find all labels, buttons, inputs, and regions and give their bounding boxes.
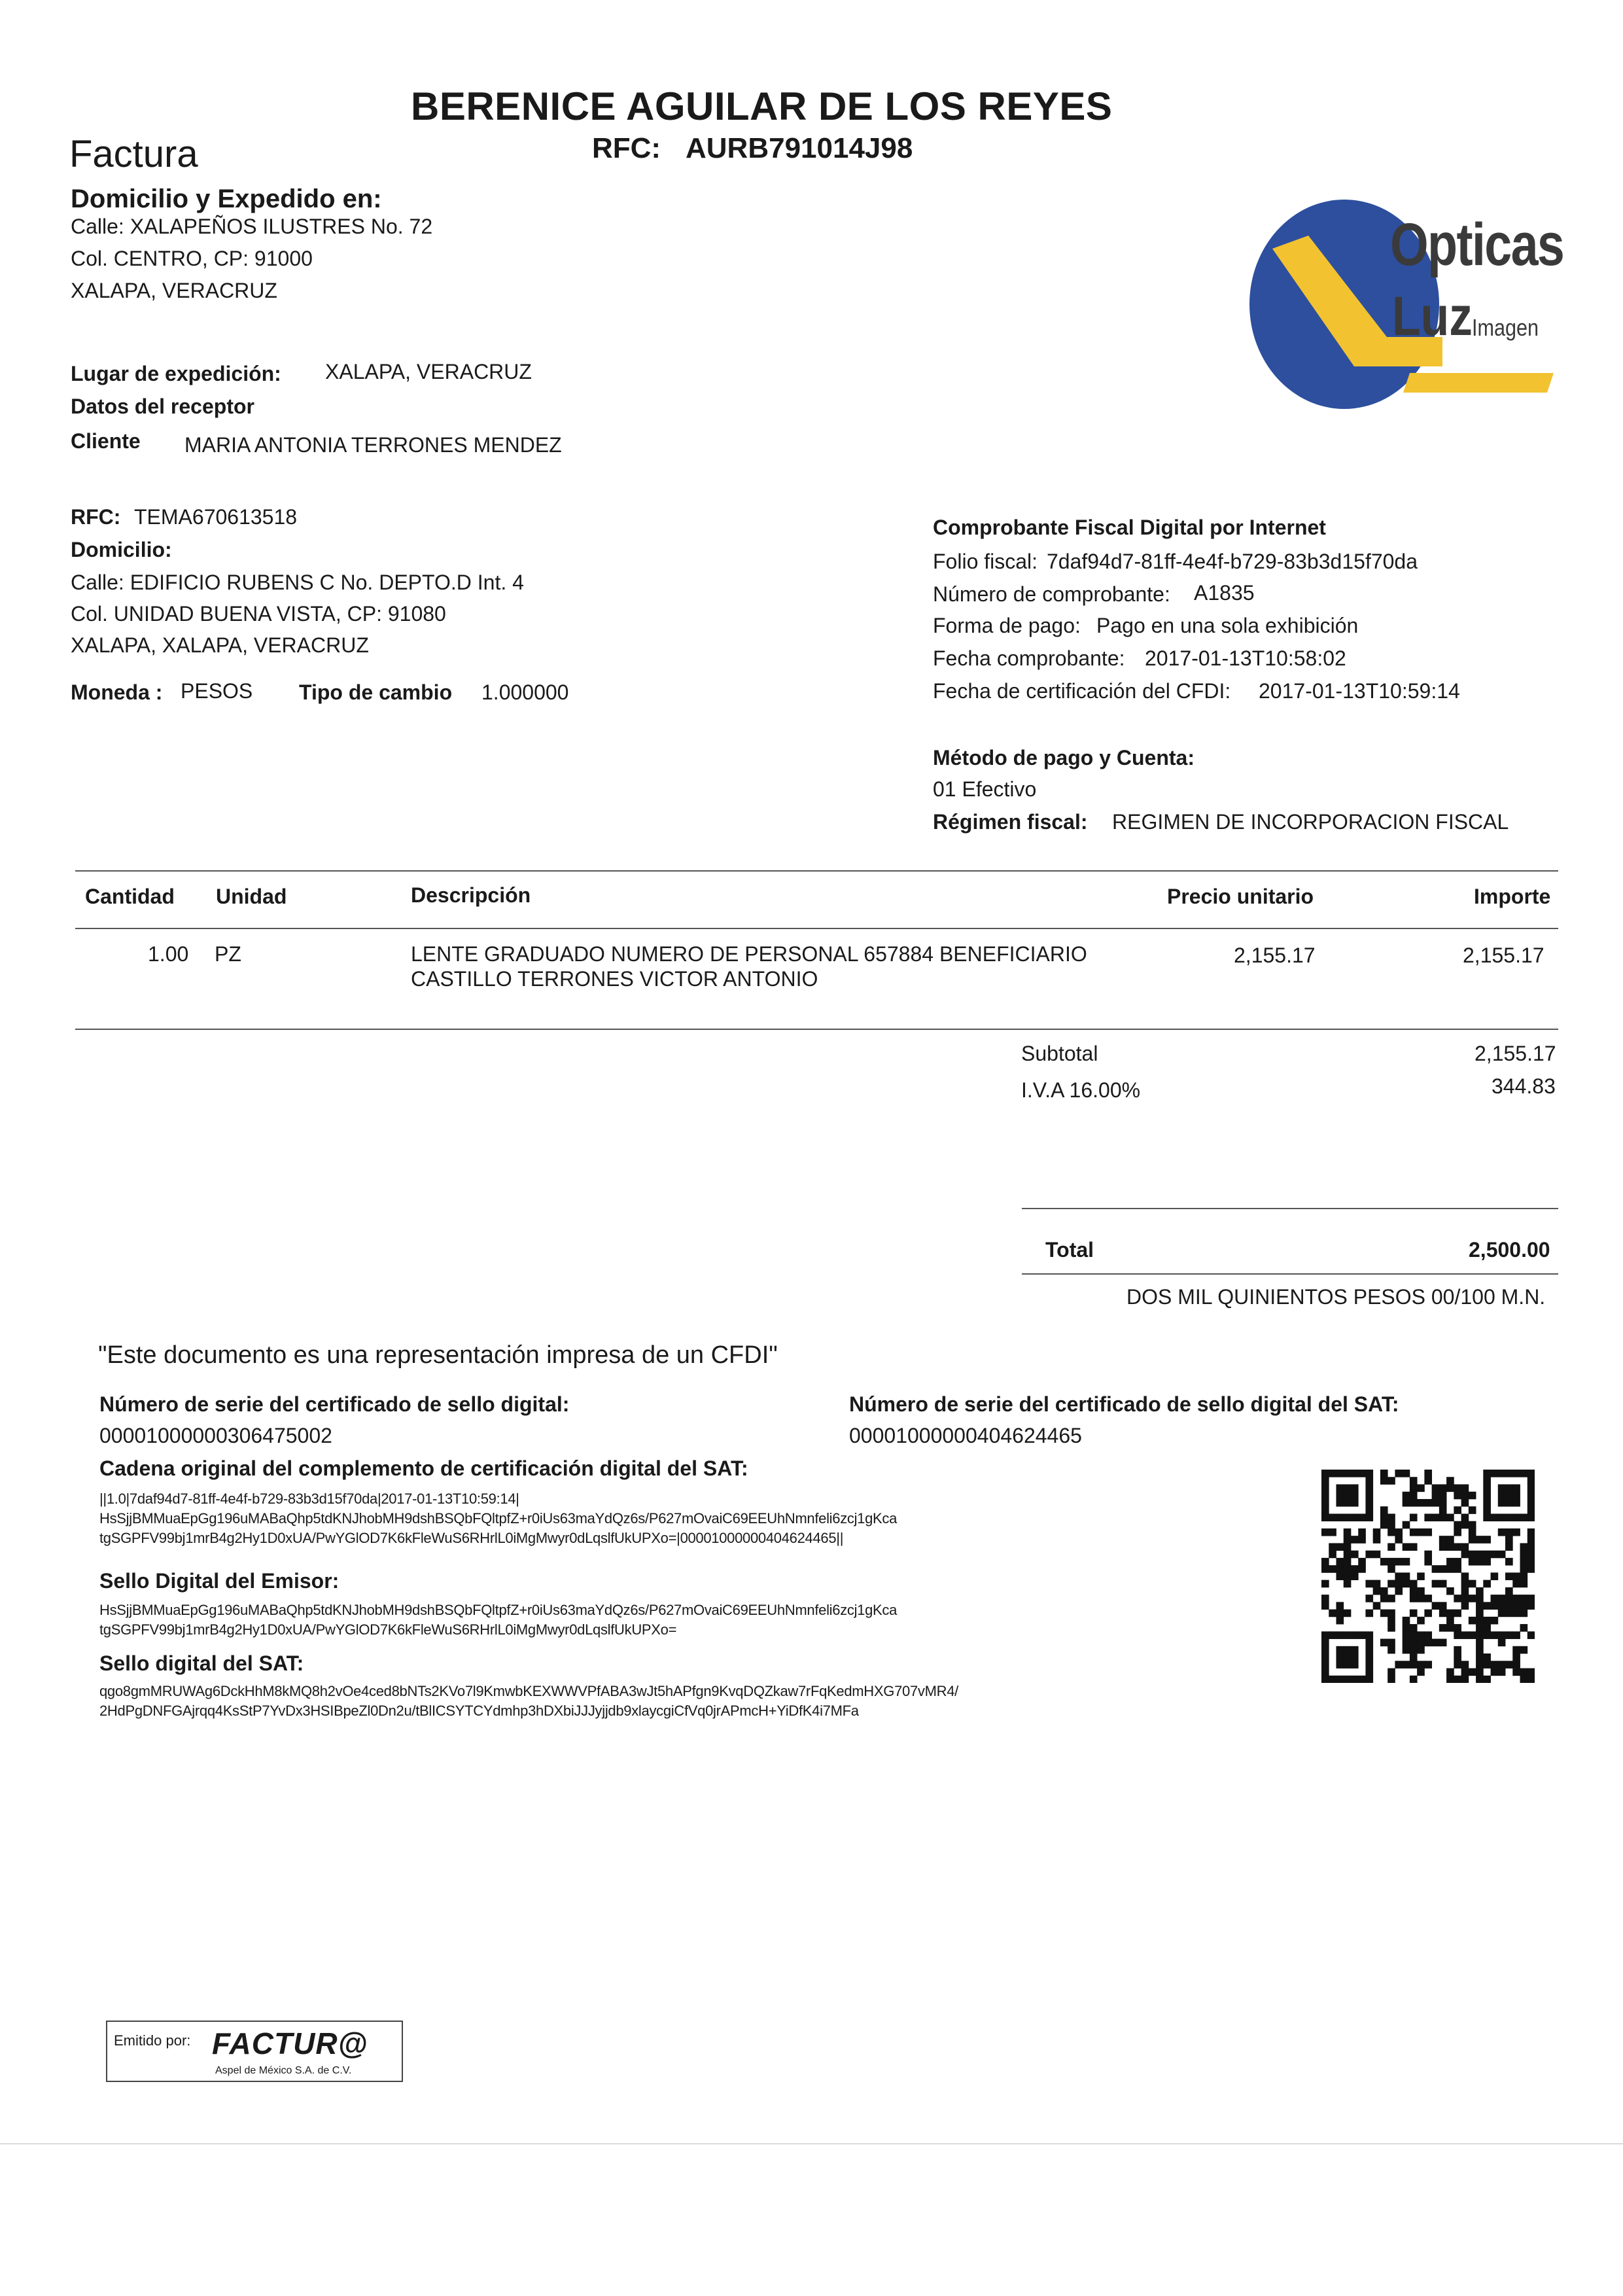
total-label: Total bbox=[1045, 1238, 1094, 1262]
serie-emisor-label: Número de serie del certificado de sello digital: bbox=[99, 1392, 570, 1416]
table-header-rule bbox=[75, 928, 1558, 929]
total-en-letra: DOS MIL QUINIENTOS PESOS 00/100 M.N. bbox=[1126, 1285, 1546, 1309]
cliente-label: Cliente bbox=[71, 429, 141, 453]
logo-word-luz: Luz bbox=[1392, 285, 1473, 347]
logo-yellow-bar bbox=[1403, 373, 1554, 393]
emitido-por-stamp bbox=[106, 2021, 403, 2082]
receptor-domicilio-label: Domicilio: bbox=[71, 538, 172, 561]
certificacion-label: Fecha de certificación del CFDI: bbox=[933, 679, 1231, 703]
issuer-name: BERENICE AGUILAR DE LOS REYES bbox=[411, 84, 1113, 128]
subtotal-value: 2,155.17 bbox=[1475, 1042, 1556, 1065]
th-unidad: Unidad bbox=[216, 885, 287, 908]
folio-label: Folio fiscal: bbox=[933, 550, 1038, 573]
qr-code bbox=[1321, 1470, 1535, 1683]
domicilio-line3: XALAPA, VERACRUZ bbox=[71, 279, 277, 302]
issuer-rfc: AURB791014J98 bbox=[686, 132, 913, 164]
total-value: 2,500.00 bbox=[1469, 1238, 1550, 1262]
serie-sat-label: Número de serie del certificado de sello digital del SAT: bbox=[849, 1392, 1399, 1416]
sello-emisor-line1: HsSjjBMMuaEpGg196uMABaQhp5tdKNJhobMH9dshBSQbFQltpfZ+r0iUs63maYdQz6s/P627mOvaiC69EEUhNmnfeli6zcj1gKca bbox=[99, 1602, 898, 1618]
issuer-rfc-label: RFC: bbox=[592, 132, 661, 164]
cadena-line2: HsSjjBMMuaEpGg196uMABaQhp5tdKNJhobMH9dshBSQbFQltpfZ+r0iUs63maYdQz6s/P627mOvaiC69EEUhNmnfeli6zcj1gKca bbox=[99, 1510, 898, 1527]
cadena-line3: tgSGPFV99bj1mrB4g2Hy1D0xUA/PwYGlOD7K6kFleWuS6RHrlL0iMgMwyr0dLqslfUkUPXo=|00001000000404624465|| bbox=[99, 1530, 844, 1546]
sello-sat-line2: 2HdPgDNFGAjrqq4KsStP7YvDx3HSIBpeZl0Dn2u/tBlICSYTCYdmhp3hDXbiJJJyjjdb9xlaycgiCfVq0jrAPmcH+YiDfK4i7MFa bbox=[99, 1703, 859, 1719]
receptor-line3: XALAPA, XALAPA, VERACRUZ bbox=[71, 633, 369, 657]
folio-value: 7daf94d7-81ff-4e4f-b729-83b3d15f70da bbox=[1047, 550, 1418, 573]
table-top-rule bbox=[75, 870, 1558, 872]
lugar-label: Lugar de expedición: bbox=[71, 362, 281, 385]
receptor-title: Datos del receptor bbox=[71, 395, 254, 418]
th-precio: Precio unitario bbox=[1167, 885, 1314, 908]
forma-label: Forma de pago: bbox=[933, 614, 1081, 637]
th-importe: Importe bbox=[1474, 885, 1551, 908]
row-descripcion-line1: LENTE GRADUADO NUMERO DE PERSONAL 657884 BENEFICIARIO bbox=[411, 942, 1087, 966]
table-bottom-rule bbox=[75, 1029, 1558, 1030]
moneda-value: PESOS bbox=[181, 679, 253, 703]
tipo-cambio-value: 1.000000 bbox=[481, 680, 569, 704]
cfdi-title: Comprobante Fiscal Digital por Internet bbox=[933, 516, 1326, 539]
total-bottom-rule bbox=[1022, 1273, 1558, 1275]
facture-logo-text: FACTUR@ bbox=[212, 2026, 368, 2060]
metodo-value: 01 Efectivo bbox=[933, 777, 1037, 801]
iva-value: 344.83 bbox=[1492, 1074, 1556, 1098]
row-importe: 2,155.17 bbox=[1463, 944, 1544, 967]
th-cantidad: Cantidad bbox=[85, 885, 175, 908]
cadena-line1: ||1.0|7daf94d7-81ff-4e4f-b729-83b3d15f70da|2017-01-13T10:59:14| bbox=[99, 1491, 519, 1507]
sello-sat-line1: qgo8gmMRUWAg6DckHhM8kMQ8h2vOe4ced8bNTs2KVo7l9KmwbKEXWWVPfABA3wJt5hAPfgn9KvqDQZkaw7rFqKedmHXG707vMR4/ bbox=[99, 1683, 958, 1699]
row-descripcion-line2: CASTILLO TERRONES VICTOR ANTONIO bbox=[411, 967, 818, 991]
cadena-label: Cadena original del complemento de certificación digital del SAT: bbox=[99, 1457, 748, 1480]
receptor-line2: Col. UNIDAD BUENA VISTA, CP: 91080 bbox=[71, 602, 446, 626]
serie-sat-value: 00001000000404624465 bbox=[849, 1424, 1082, 1447]
moneda-label: Moneda : bbox=[71, 680, 163, 704]
cliente-name: MARIA ANTONIA TERRONES MENDEZ bbox=[184, 433, 562, 457]
logo-word-imagen: Imagen bbox=[1472, 314, 1539, 341]
serie-emisor-value: 00001000000306475002 bbox=[99, 1424, 332, 1447]
fecha-label: Fecha comprobante: bbox=[933, 646, 1125, 670]
iva-label: I.V.A 16.00% bbox=[1021, 1078, 1141, 1102]
th-descripcion: Descripción bbox=[411, 883, 531, 907]
sello-emisor-label: Sello Digital del Emisor: bbox=[99, 1569, 340, 1593]
sello-emisor-line2: tgSGPFV99bj1mrB4g2Hy1D0xUA/PwYGlOD7K6kFleWuS6RHrlL0iMgMwyr0dLqslfUkUPXo= bbox=[99, 1621, 677, 1638]
regimen-value: REGIMEN DE INCORPORACION FISCAL bbox=[1112, 810, 1509, 834]
emitido-label: Emitido por: bbox=[114, 2032, 191, 2049]
numero-label: Número de comprobante: bbox=[933, 582, 1170, 606]
document-type: Factura bbox=[69, 133, 198, 175]
domicilio-title: Domicilio y Expedido en: bbox=[71, 185, 382, 213]
row-precio: 2,155.17 bbox=[1234, 944, 1316, 967]
receptor-line1: Calle: EDIFICIO RUBENS C No. DEPTO.D Int. 4 bbox=[71, 571, 524, 594]
tipo-cambio-label: Tipo de cambio bbox=[299, 680, 453, 704]
receptor-rfc-label: RFC: bbox=[71, 505, 121, 529]
forma-value: Pago en una sola exhibición bbox=[1096, 614, 1359, 637]
cfdi-representacion: "Este documento es una representación impresa de un CFDI" bbox=[98, 1341, 778, 1369]
lugar-value: XALAPA, VERACRUZ bbox=[325, 360, 532, 383]
logo-word-opticas: Opticas bbox=[1390, 211, 1564, 278]
subtotal-label: Subtotal bbox=[1021, 1042, 1098, 1065]
sello-sat-label: Sello digital del SAT: bbox=[99, 1651, 304, 1675]
domicilio-line1: Calle: XALAPEÑOS ILUSTRES No. 72 bbox=[71, 215, 433, 238]
metodo-label: Método de pago y Cuenta: bbox=[933, 746, 1195, 769]
total-top-rule bbox=[1022, 1208, 1558, 1209]
numero-value: A1835 bbox=[1194, 581, 1255, 605]
row-unidad: PZ bbox=[215, 942, 241, 966]
fecha-value: 2017-01-13T10:58:02 bbox=[1145, 646, 1346, 670]
domicilio-line2: Col. CENTRO, CP: 91000 bbox=[71, 247, 313, 270]
regimen-label: Régimen fiscal: bbox=[933, 810, 1088, 834]
receptor-rfc: TEMA670613518 bbox=[134, 505, 298, 529]
row-cantidad: 1.00 bbox=[148, 942, 189, 966]
aspel-text: Aspel de México S.A. de C.V. bbox=[215, 2065, 352, 2076]
certificacion-value: 2017-01-13T10:59:14 bbox=[1259, 679, 1460, 703]
